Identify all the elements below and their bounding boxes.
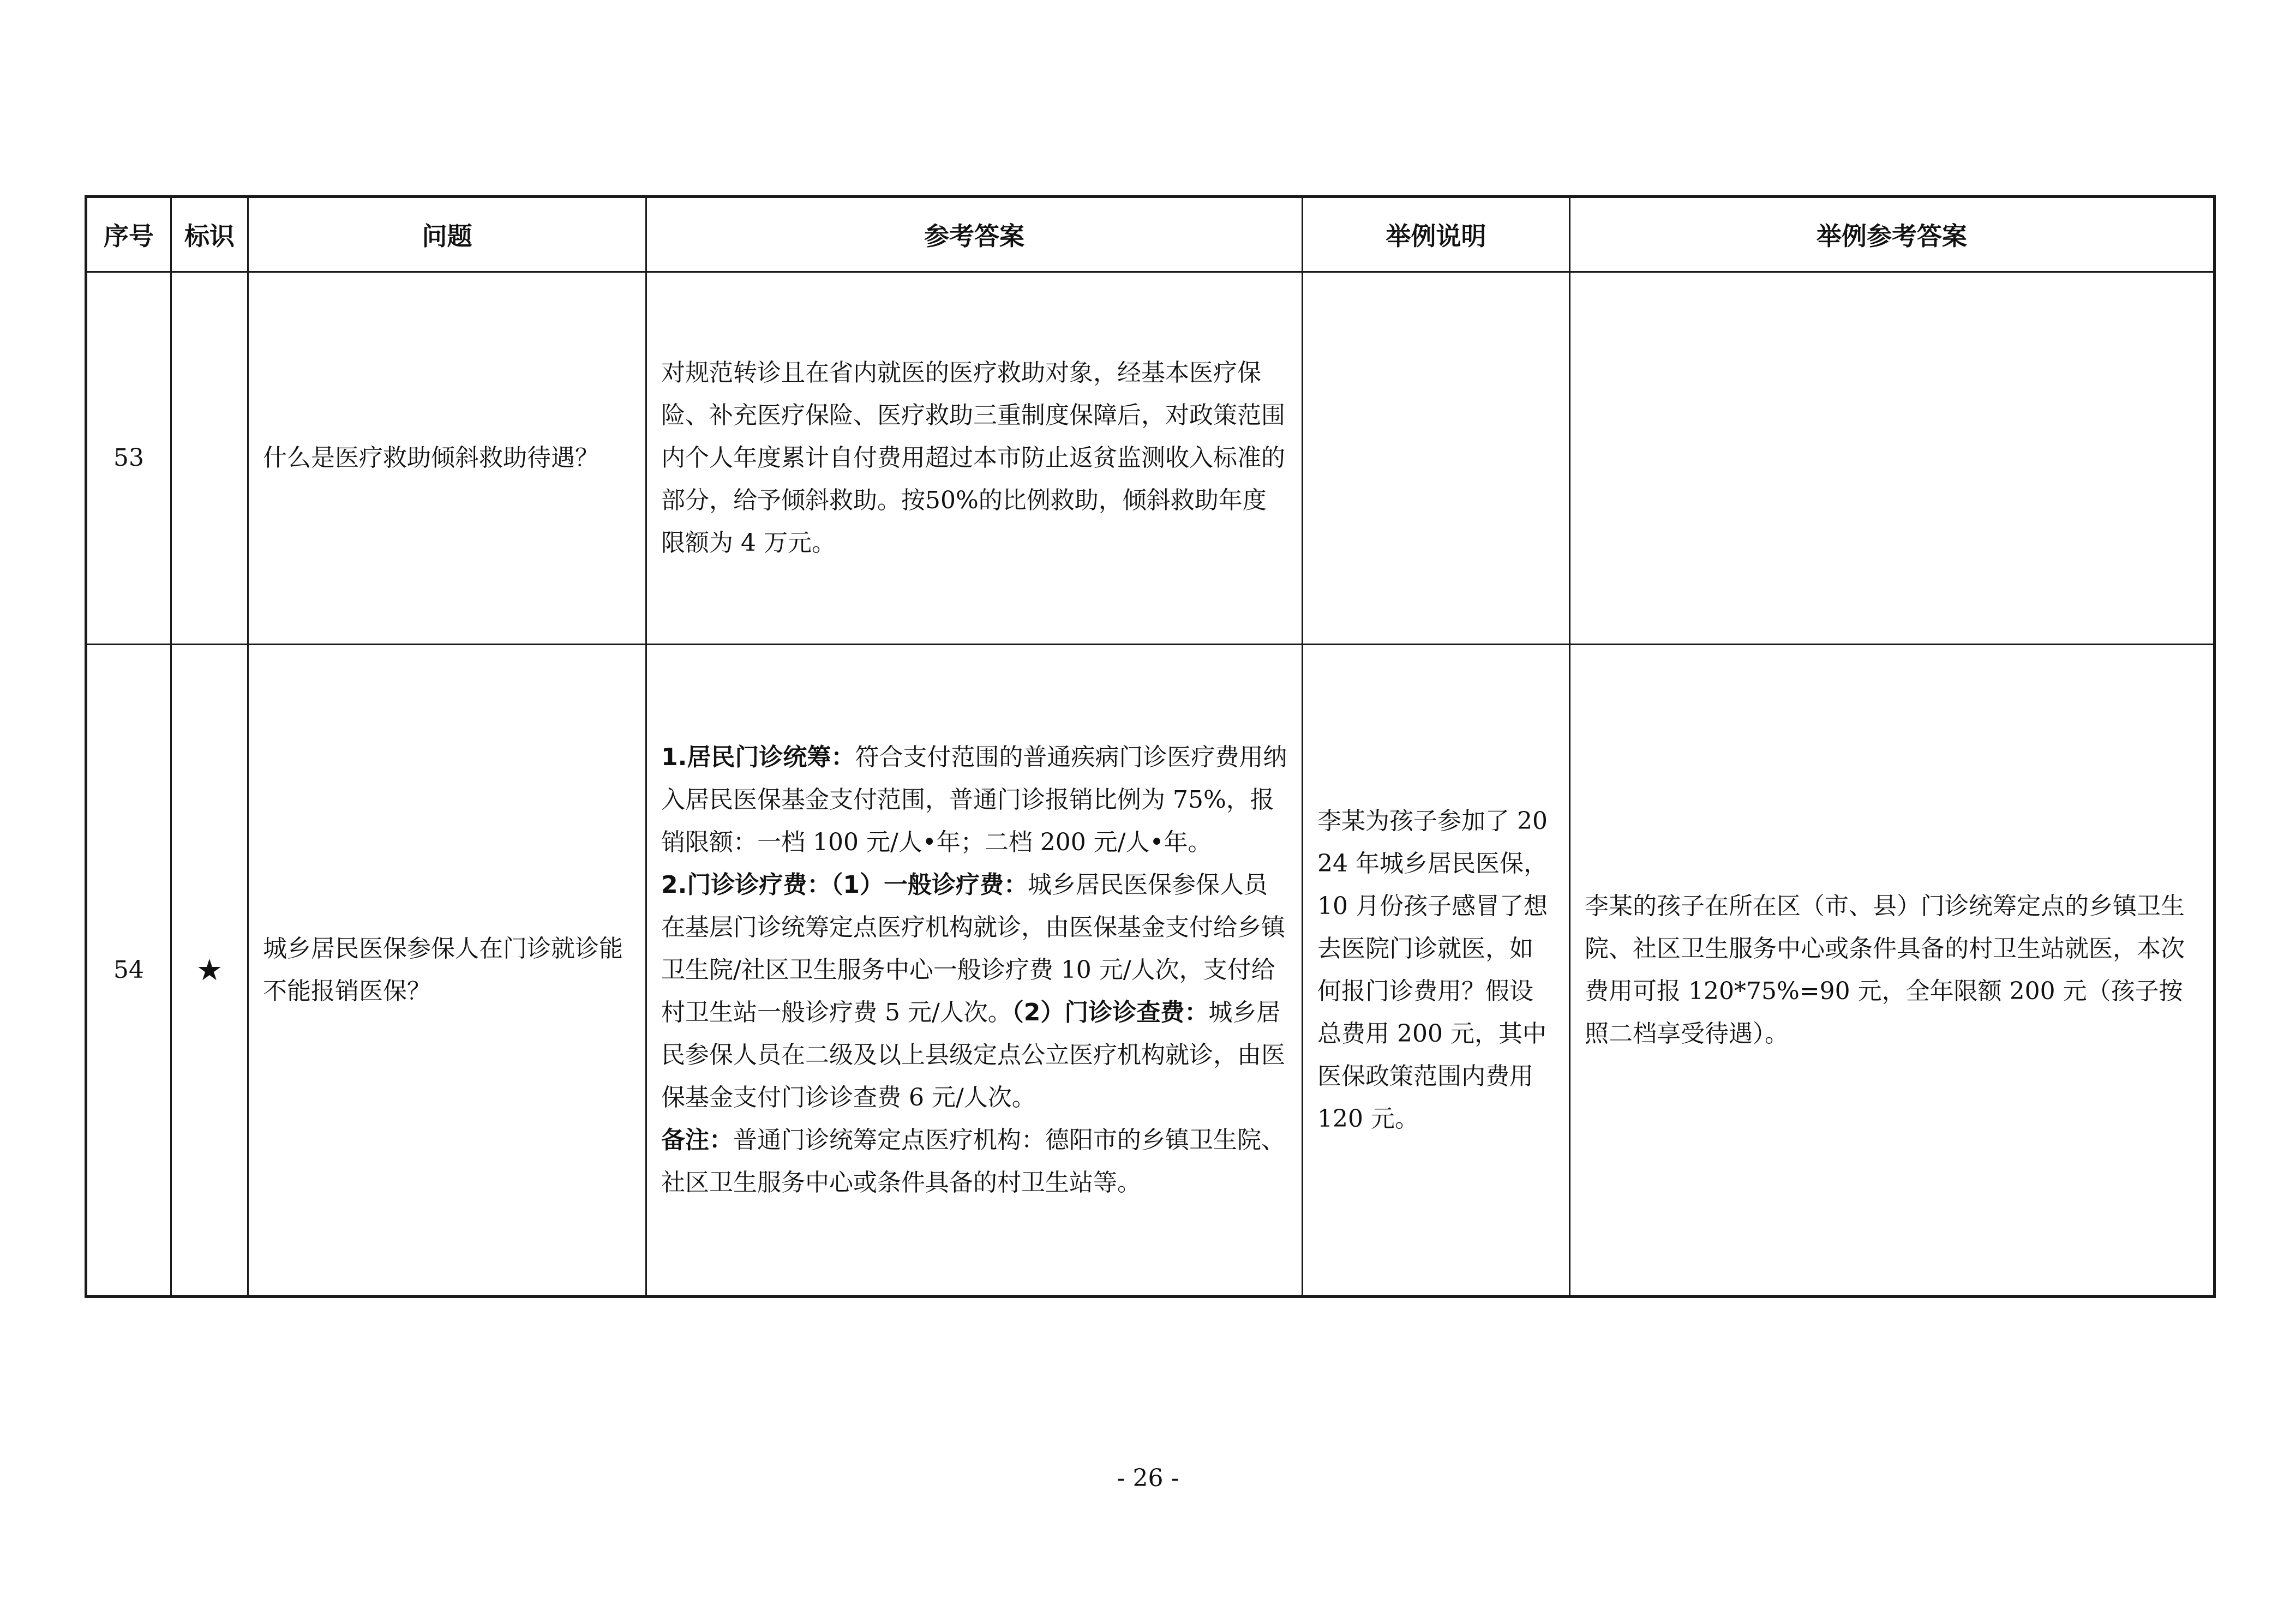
row-mark bbox=[171, 272, 248, 645]
table-row bbox=[86, 645, 2215, 1297]
table-row bbox=[86, 272, 2215, 645]
row-question: 什么是医疗救助倾斜救助待遇？ bbox=[248, 272, 646, 645]
row-seq: 54 bbox=[86, 645, 171, 1297]
row-example bbox=[1303, 272, 1570, 645]
answer-label: 2.门诊诊疗费：（1）一般诊疗费： bbox=[661, 871, 1028, 899]
row-answer bbox=[646, 645, 1303, 1297]
row-seq: 53 bbox=[86, 272, 171, 645]
answer-label: 1.居民门诊统筹： bbox=[661, 743, 855, 771]
header-answer: 参考答案 bbox=[646, 197, 1303, 272]
header-seq: 序号 bbox=[86, 197, 171, 272]
answer-label: 备注： bbox=[661, 1126, 733, 1154]
table-header-row bbox=[86, 197, 2215, 272]
row-example: 李某为孩子参加了 2024 年城乡居民医保，10 月份孩子感冒了想去医院门诊就医，如何报门诊费用？假设总费用 200 元，其中医保政策范围内费用 120 元。 bbox=[1303, 645, 1570, 1297]
star-icon: ★ bbox=[171, 645, 248, 1297]
answer-text: 普通门诊统筹定点医疗机构：德阳市的乡镇卫生院、社区卫生服务中心或条件具备的村卫生站等。 bbox=[661, 1126, 1285, 1197]
row-question: 城乡居民医保参保人在门诊就诊能不能报销医保？ bbox=[248, 645, 646, 1297]
header-example: 举例说明 bbox=[1303, 197, 1570, 272]
header-mark: 标识 bbox=[171, 197, 248, 272]
answer-paragraph-remark bbox=[661, 1119, 1287, 1204]
policy-qa-table bbox=[85, 195, 2216, 1298]
answer-paragraph-outpatient-pooling bbox=[661, 736, 1287, 864]
answer-label: （2）门诊诊查费： bbox=[1011, 999, 1209, 1026]
answer-text: 符合支付范围的普通疾病门诊医疗费用纳入居民医保基金支付范围，普通门诊报销比例为 75%，报销限额：一档 100 元/人•年；二档 200 元/人•年。 bbox=[661, 743, 1287, 856]
row-example-answer: 李某的孩子在所在区（市、县）门诊统筹定点的乡镇卫生院、社区卫生服务中心或条件具备的村卫生站就医，本次费用可报 120*75%=90 元，全年限额 200 元（孩子按照二档享受待遇）。 bbox=[1570, 645, 2215, 1297]
row-answer: 对规范转诊且在省内就医的医疗救助对象，经基本医疗保险、补充医疗保险、医疗救助三重制度保障后，对政策范围内个人年度累计自付费用超过本市防止返贫监测收入标准的部分，给予倾斜救助。按50%的比例救助，倾斜救助年度限额为 4 万元。 bbox=[646, 272, 1303, 645]
header-example-answer: 举例参考答案 bbox=[1570, 197, 2215, 272]
header-question: 问题 bbox=[248, 197, 646, 272]
row-example-answer bbox=[1570, 272, 2215, 645]
answer-text: 城乡居民医保参保人员在基层门诊统筹定点医疗机构就诊，由医保基金支付给乡镇卫生院/社区卫生服务中心一般诊疗费 10 元/人次，支付给村卫生站一般诊疗费 5 元/人次。 bbox=[661, 871, 1285, 1026]
answer-text: 城乡居民参保人员在二级及以上县级定点公立医疗机构就诊，由医保基金支付门诊诊查费 6 元/人次。 bbox=[661, 999, 1285, 1111]
page-number: - 26 - bbox=[1117, 1464, 1179, 1492]
answer-paragraph-general-fee bbox=[661, 864, 1287, 1119]
